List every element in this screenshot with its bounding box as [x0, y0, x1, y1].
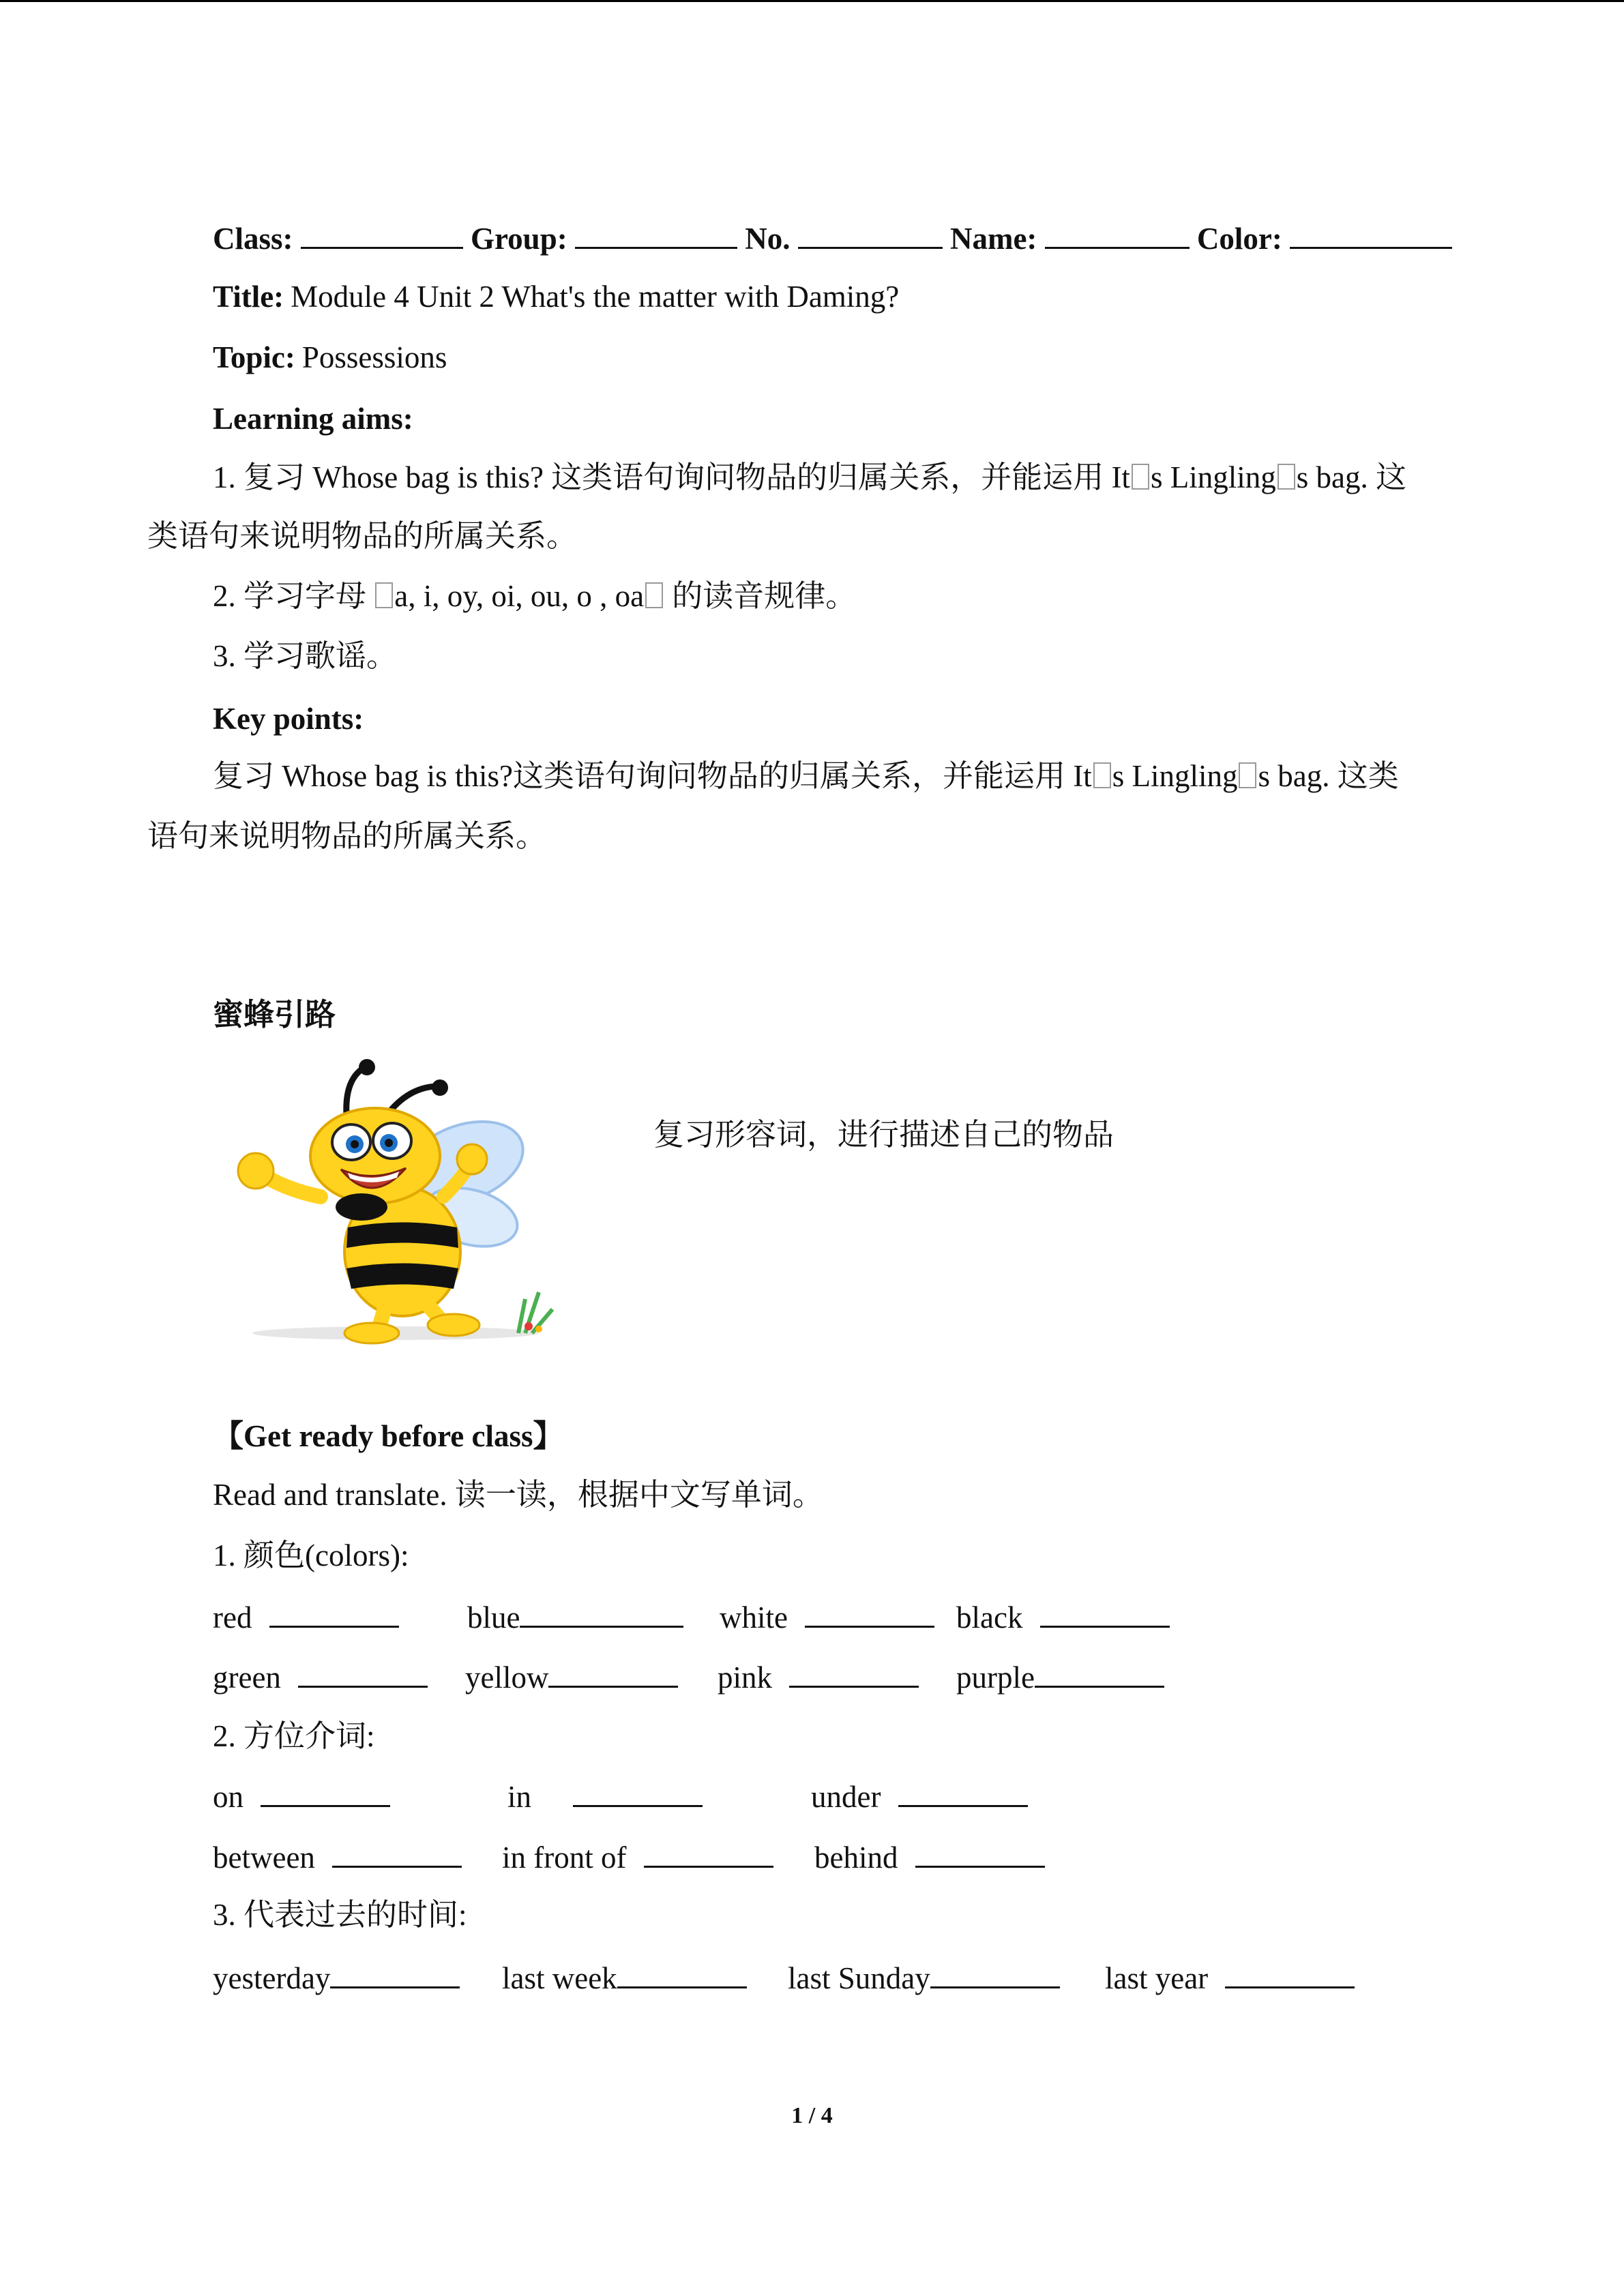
answer-blank[interactable] — [261, 1778, 390, 1807]
key-points-heading: Key points: — [213, 702, 364, 736]
learning-aim-2 — [213, 577, 856, 615]
key-points-part-b: s Lingling — [1112, 759, 1238, 793]
word-item: between — [213, 1838, 462, 1877]
name-blank[interactable] — [1045, 220, 1190, 249]
word-item: white — [720, 1598, 934, 1637]
topic-label: Topic: — [213, 340, 295, 374]
answer-blank[interactable] — [298, 1658, 428, 1688]
colors-row-1 — [213, 1598, 1509, 1637]
missing-glyph-icon — [1278, 464, 1295, 490]
prepositions-row-2 — [213, 1838, 1509, 1877]
aim-1-part-a: 1. 复习 Whose bag is this? 这类语句询问物品的归属关系，并能运用 It — [213, 460, 1130, 494]
group-label: Group: — [471, 222, 567, 256]
word-item: green — [213, 1658, 428, 1697]
word-item: on — [213, 1778, 390, 1816]
word-item: pink — [718, 1658, 919, 1697]
student-info-line — [213, 220, 1452, 258]
time-row — [213, 1959, 1509, 1997]
answer-blank[interactable] — [644, 1838, 773, 1868]
answer-blank[interactable] — [930, 1959, 1060, 1988]
word-item: in front of — [502, 1838, 773, 1877]
learning-aim-3: 3. 学习歌谣。 — [213, 639, 398, 673]
colors-heading: 1. 颜色(colors): — [213, 1538, 409, 1572]
aim-1-part-b: s Lingling — [1150, 460, 1276, 494]
aim-2-part-c: 的读音规律。 — [672, 579, 857, 613]
aim-2-part-a: 2. 学习字母 — [213, 579, 367, 613]
key-points-line-2: 语句来说明物品的所属关系。 — [147, 819, 547, 853]
class-blank[interactable] — [301, 220, 463, 249]
answer-blank[interactable] — [548, 1658, 678, 1688]
top-border — [0, 0, 1624, 2]
class-label: Class: — [213, 222, 293, 256]
aim-2-part-b: a, i, oy, oi, ou, o , oa — [394, 579, 645, 613]
answer-blank[interactable] — [1225, 1959, 1355, 1988]
answer-blank[interactable] — [915, 1838, 1045, 1868]
key-points-part-c: s bag. 这类 — [1258, 759, 1399, 793]
bee-caption: 复习形容词，进行描述自己的物品 — [653, 1118, 1114, 1152]
aim-1-part-c: s bag. 这 — [1296, 460, 1406, 494]
word-item: red — [213, 1598, 399, 1637]
missing-glyph-icon — [1093, 762, 1111, 788]
word-item: yellow — [465, 1658, 678, 1697]
learning-aims-heading: Learning aims: — [213, 402, 413, 436]
topic-text: Possessions — [301, 340, 447, 374]
key-points-part-a: 复习 Whose bag is this?这类语句询问物品的归属关系，并能运用 It — [213, 759, 1092, 793]
word-item: purple — [956, 1658, 1164, 1697]
answer-blank[interactable] — [330, 1959, 460, 1988]
colors-row-2 — [213, 1658, 1509, 1697]
missing-glyph-icon — [645, 582, 663, 608]
word-item: black — [956, 1598, 1170, 1637]
missing-glyph-icon — [375, 582, 393, 608]
answer-blank[interactable] — [520, 1598, 683, 1628]
bee-cartoon-icon — [218, 1054, 573, 1347]
answer-blank[interactable] — [805, 1598, 934, 1628]
topic-line — [213, 338, 447, 376]
prepositions-row-1 — [213, 1778, 1509, 1816]
word-item: behind — [814, 1838, 1045, 1877]
time-heading: 3. 代表过去的时间: — [213, 1898, 467, 1932]
answer-blank[interactable] — [789, 1658, 919, 1688]
word-item: last week — [502, 1959, 747, 1997]
missing-glyph-icon — [1132, 464, 1149, 490]
answer-blank[interactable] — [332, 1838, 462, 1868]
word-item: last Sunday — [788, 1959, 1060, 1997]
title-line — [213, 278, 899, 316]
answer-blank[interactable] — [1035, 1658, 1164, 1688]
word-item: under — [811, 1778, 1028, 1816]
color-label: Color: — [1196, 222, 1282, 256]
get-ready-instruction: Read and translate. 读一读，根据中文写单词。 — [213, 1478, 823, 1512]
answer-blank[interactable] — [1040, 1598, 1170, 1628]
answer-blank[interactable] — [573, 1778, 703, 1807]
title-label: Title: — [213, 280, 284, 314]
no-label: No. — [745, 222, 791, 256]
no-blank[interactable] — [798, 220, 943, 249]
learning-aim-1 — [213, 458, 1406, 496]
word-item: in — [507, 1778, 703, 1816]
page-number: 1 / 4 — [791, 2103, 833, 2128]
missing-glyph-icon — [1239, 762, 1256, 788]
name-label: Name: — [949, 222, 1037, 256]
word-item: blue — [467, 1598, 683, 1637]
prepositions-heading: 2. 方位介词: — [213, 1719, 375, 1753]
learning-aim-1-cont: 类语句来说明物品的所属关系。 — [147, 519, 578, 553]
answer-blank[interactable] — [898, 1778, 1028, 1807]
title-text: Module 4 Unit 2 What's the matter with Daming? — [291, 280, 900, 314]
group-blank[interactable] — [575, 220, 737, 249]
bee-section-heading: 蜜蜂引路 — [213, 998, 336, 1032]
word-item: yesterday — [213, 1959, 460, 1997]
word-item: last year — [1105, 1959, 1355, 1997]
answer-blank[interactable] — [269, 1598, 399, 1628]
color-blank[interactable] — [1290, 220, 1452, 249]
get-ready-heading: 【Get ready before class】 — [213, 1419, 564, 1453]
key-points-line-1 — [213, 757, 1399, 795]
answer-blank[interactable] — [617, 1959, 747, 1988]
